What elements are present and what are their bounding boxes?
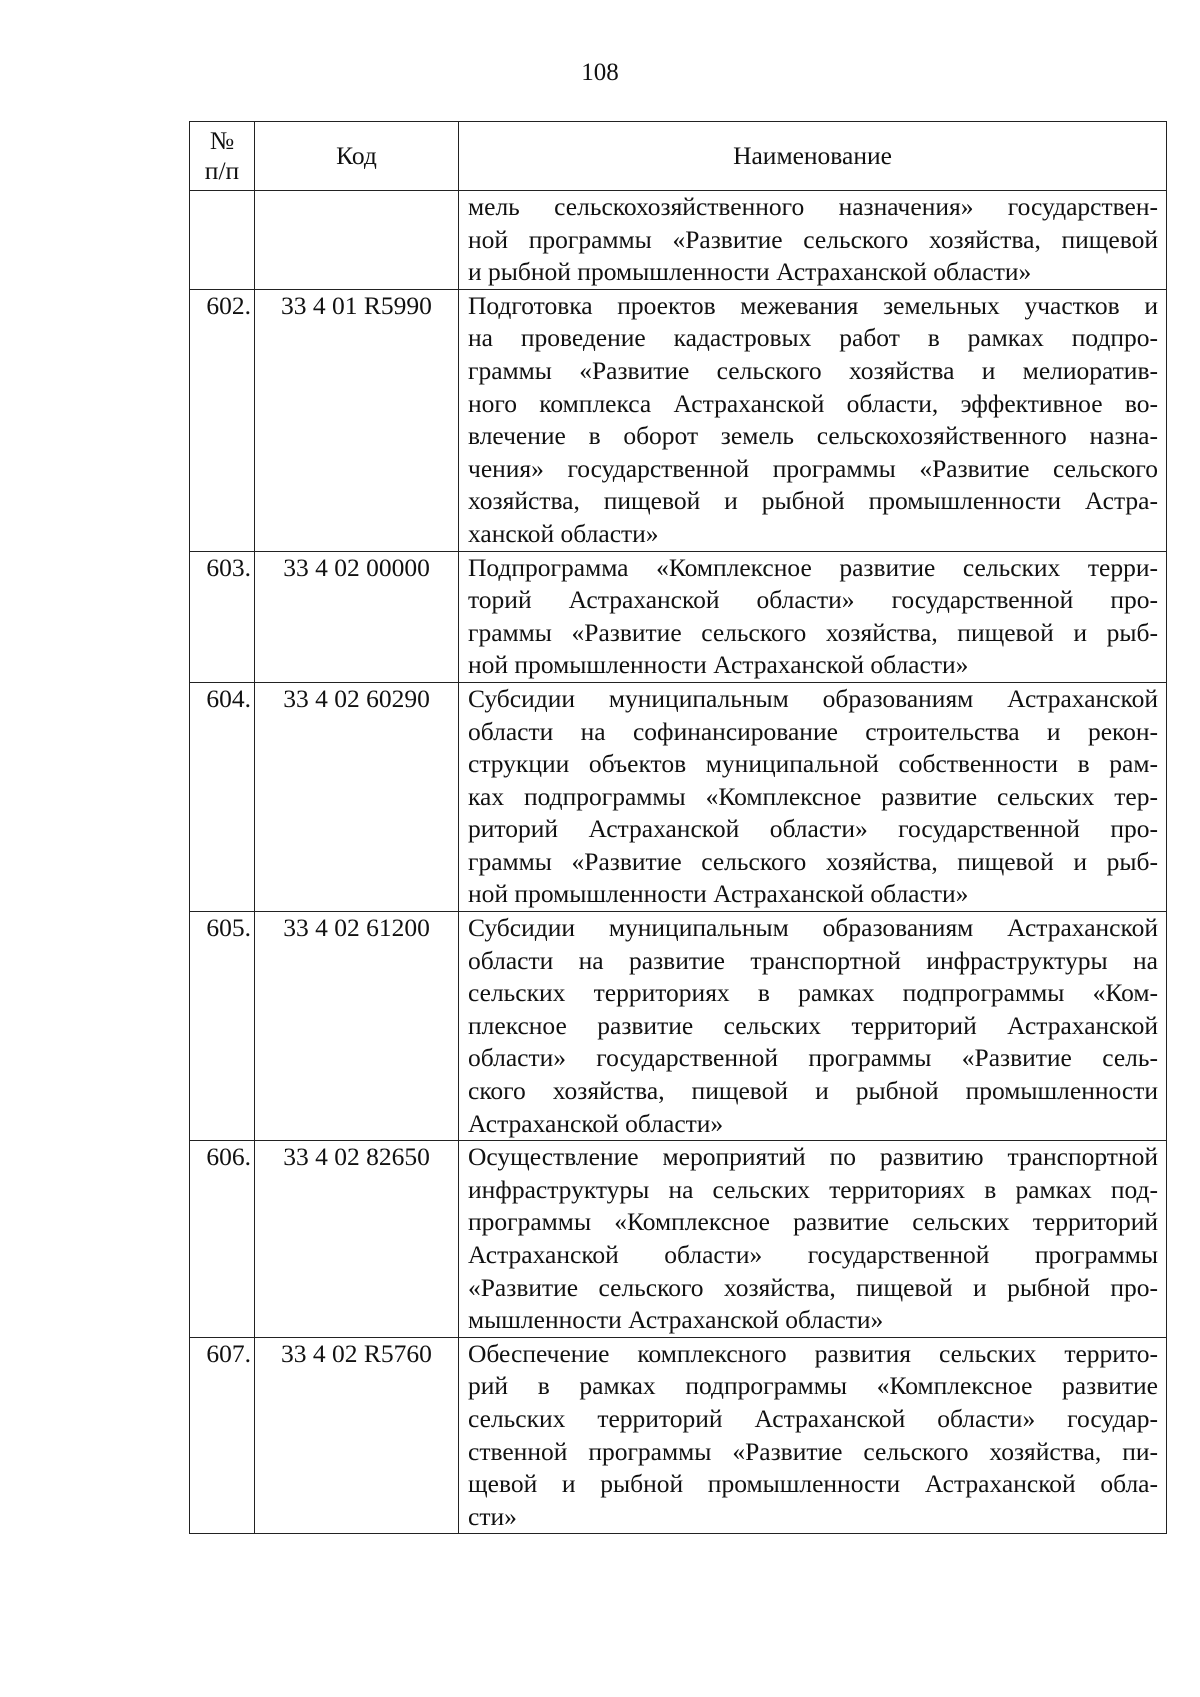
row-name-line: плексное развитие сельских территорий Астраханской <box>468 1010 1158 1040</box>
row-name <box>459 1337 1167 1534</box>
row-name-line: мель сельскохозяйственного назначения» государствен- <box>468 192 1158 221</box>
row-name-line: сельских территорий Астраханской области» государ- <box>468 1403 1158 1433</box>
row-name-line: программы «Комплексное развитие сельских территорий <box>468 1207 1158 1237</box>
row-code: 33 4 02 00000 <box>255 551 459 682</box>
row-name-line: на проведение кадастровых работ в рамках подпро- <box>468 323 1158 353</box>
table-row <box>190 1337 1167 1534</box>
table-body <box>190 191 1167 1534</box>
row-name-line: ственной программы «Развитие сельского хозяйства, пи- <box>468 1436 1158 1466</box>
table-row <box>190 551 1167 682</box>
header-number-symbol: № <box>209 126 235 155</box>
row-code: 33 4 02 82650 <box>255 1141 459 1338</box>
row-number <box>190 191 255 290</box>
row-code: 33 4 02 60290 <box>255 682 459 911</box>
row-name-line: хозяйства, пищевой и рыбной промышленности Астра- <box>468 486 1158 516</box>
row-name-line: инфраструктуры на сельских территориях в рамках под- <box>468 1174 1158 1204</box>
header-number <box>190 122 255 191</box>
row-name <box>459 912 1167 1141</box>
row-name-line: ханской области» <box>468 518 659 548</box>
row-name-line: риторий Астраханской области» государственной про- <box>468 814 1158 844</box>
row-name-line: Осуществление мероприятий по развитию транспортной <box>468 1142 1158 1172</box>
row-name-line: области на софинансирование строительства и рекон- <box>468 716 1158 746</box>
row-name-line: граммы «Развитие сельского хозяйства, пищевой и рыб- <box>468 846 1158 876</box>
row-name-line: струкции объектов муниципальной собственности в рам- <box>468 749 1158 779</box>
row-name-line: чения» государственной программы «Развитие сельского <box>468 453 1158 483</box>
row-number: 606. <box>190 1141 255 1338</box>
row-name-line: сельских территориях в рамках подпрограммы «Ком- <box>468 978 1158 1008</box>
row-number: 603. <box>190 551 255 682</box>
row-number: 602. <box>190 289 255 551</box>
row-name-line: Астраханской области» <box>468 1108 724 1138</box>
row-name-line: влечение в оборот земель сельскохозяйственного назна- <box>468 421 1158 451</box>
row-name-line: Подготовка проектов межевания земельных участков и <box>468 290 1158 320</box>
row-code: 33 4 02 R5760 <box>255 1337 459 1534</box>
row-name-line: «Развитие сельского хозяйства, пищевой и рыбной про- <box>468 1272 1158 1302</box>
table-row <box>190 912 1167 1141</box>
row-name-line: ках подпрограммы «Комплексное развитие сельских тер- <box>468 781 1158 811</box>
table-row <box>190 682 1167 911</box>
row-number: 604. <box>190 682 255 911</box>
table-row <box>190 191 1167 290</box>
row-name-line: граммы «Развитие сельского хозяйства и мелиоратив- <box>468 355 1158 385</box>
row-name <box>459 289 1167 551</box>
header-code: Код <box>255 122 459 191</box>
row-name-line: щевой и рыбной промышленности Астраханской обла- <box>468 1469 1158 1499</box>
row-name-line: Обеспечение комплексного развития сельских террито- <box>468 1338 1158 1368</box>
row-name-line: ского хозяйства, пищевой и рыбной промышленности <box>468 1076 1158 1106</box>
row-name-line: мышленности Астраханской области» <box>468 1305 884 1335</box>
row-name-line: ной промышленности Астраханской области» <box>468 879 969 909</box>
row-name-line: рий в рамках подпрограммы «Комплексное развитие <box>468 1371 1158 1401</box>
row-name-line: области на развитие транспортной инфраструктуры на <box>468 945 1158 975</box>
row-name-line: ного комплекса Астраханской области, эффективное во- <box>468 388 1158 418</box>
row-name-line: торий Астраханской области» государственной про- <box>468 585 1158 615</box>
row-name <box>459 1141 1167 1338</box>
header-number-abbrev: п/п <box>204 156 240 185</box>
row-number: 607. <box>190 1337 255 1534</box>
row-code: 33 4 02 61200 <box>255 912 459 1141</box>
table-row <box>190 289 1167 551</box>
row-name-line: сти» <box>468 1501 517 1531</box>
row-name-line: граммы «Развитие сельского хозяйства, пищевой и рыб- <box>468 617 1158 647</box>
header-name: Наименование <box>459 122 1167 191</box>
row-name-line: Астраханской области» государственной программы <box>468 1240 1158 1269</box>
row-name <box>459 191 1167 290</box>
row-code: 33 4 01 R5990 <box>255 289 459 551</box>
row-name-line: ной промышленности Астраханской области» <box>468 650 969 680</box>
row-name <box>459 551 1167 682</box>
page-number: 108 <box>581 59 619 86</box>
table-row <box>190 1141 1167 1338</box>
row-name-line: Подпрограмма «Комплексное развитие сельских терри- <box>468 552 1158 582</box>
table-header-row <box>190 122 1167 191</box>
row-name-line: и рыбной промышленности Астраханской области» <box>468 257 1032 287</box>
row-number: 605. <box>190 912 255 1141</box>
row-name <box>459 682 1167 911</box>
row-name-line: Субсидии муниципальным образованиям Астраханской <box>468 683 1158 713</box>
row-name-line: Субсидии муниципальным образованиям Астраханской <box>468 913 1158 943</box>
row-name-line: области» государственной программы «Развитие сель- <box>468 1043 1158 1073</box>
row-name-line: ной программы «Развитие сельского хозяйства, пищевой <box>468 224 1158 254</box>
budget-code-table <box>189 121 1167 1534</box>
row-code <box>255 191 459 290</box>
